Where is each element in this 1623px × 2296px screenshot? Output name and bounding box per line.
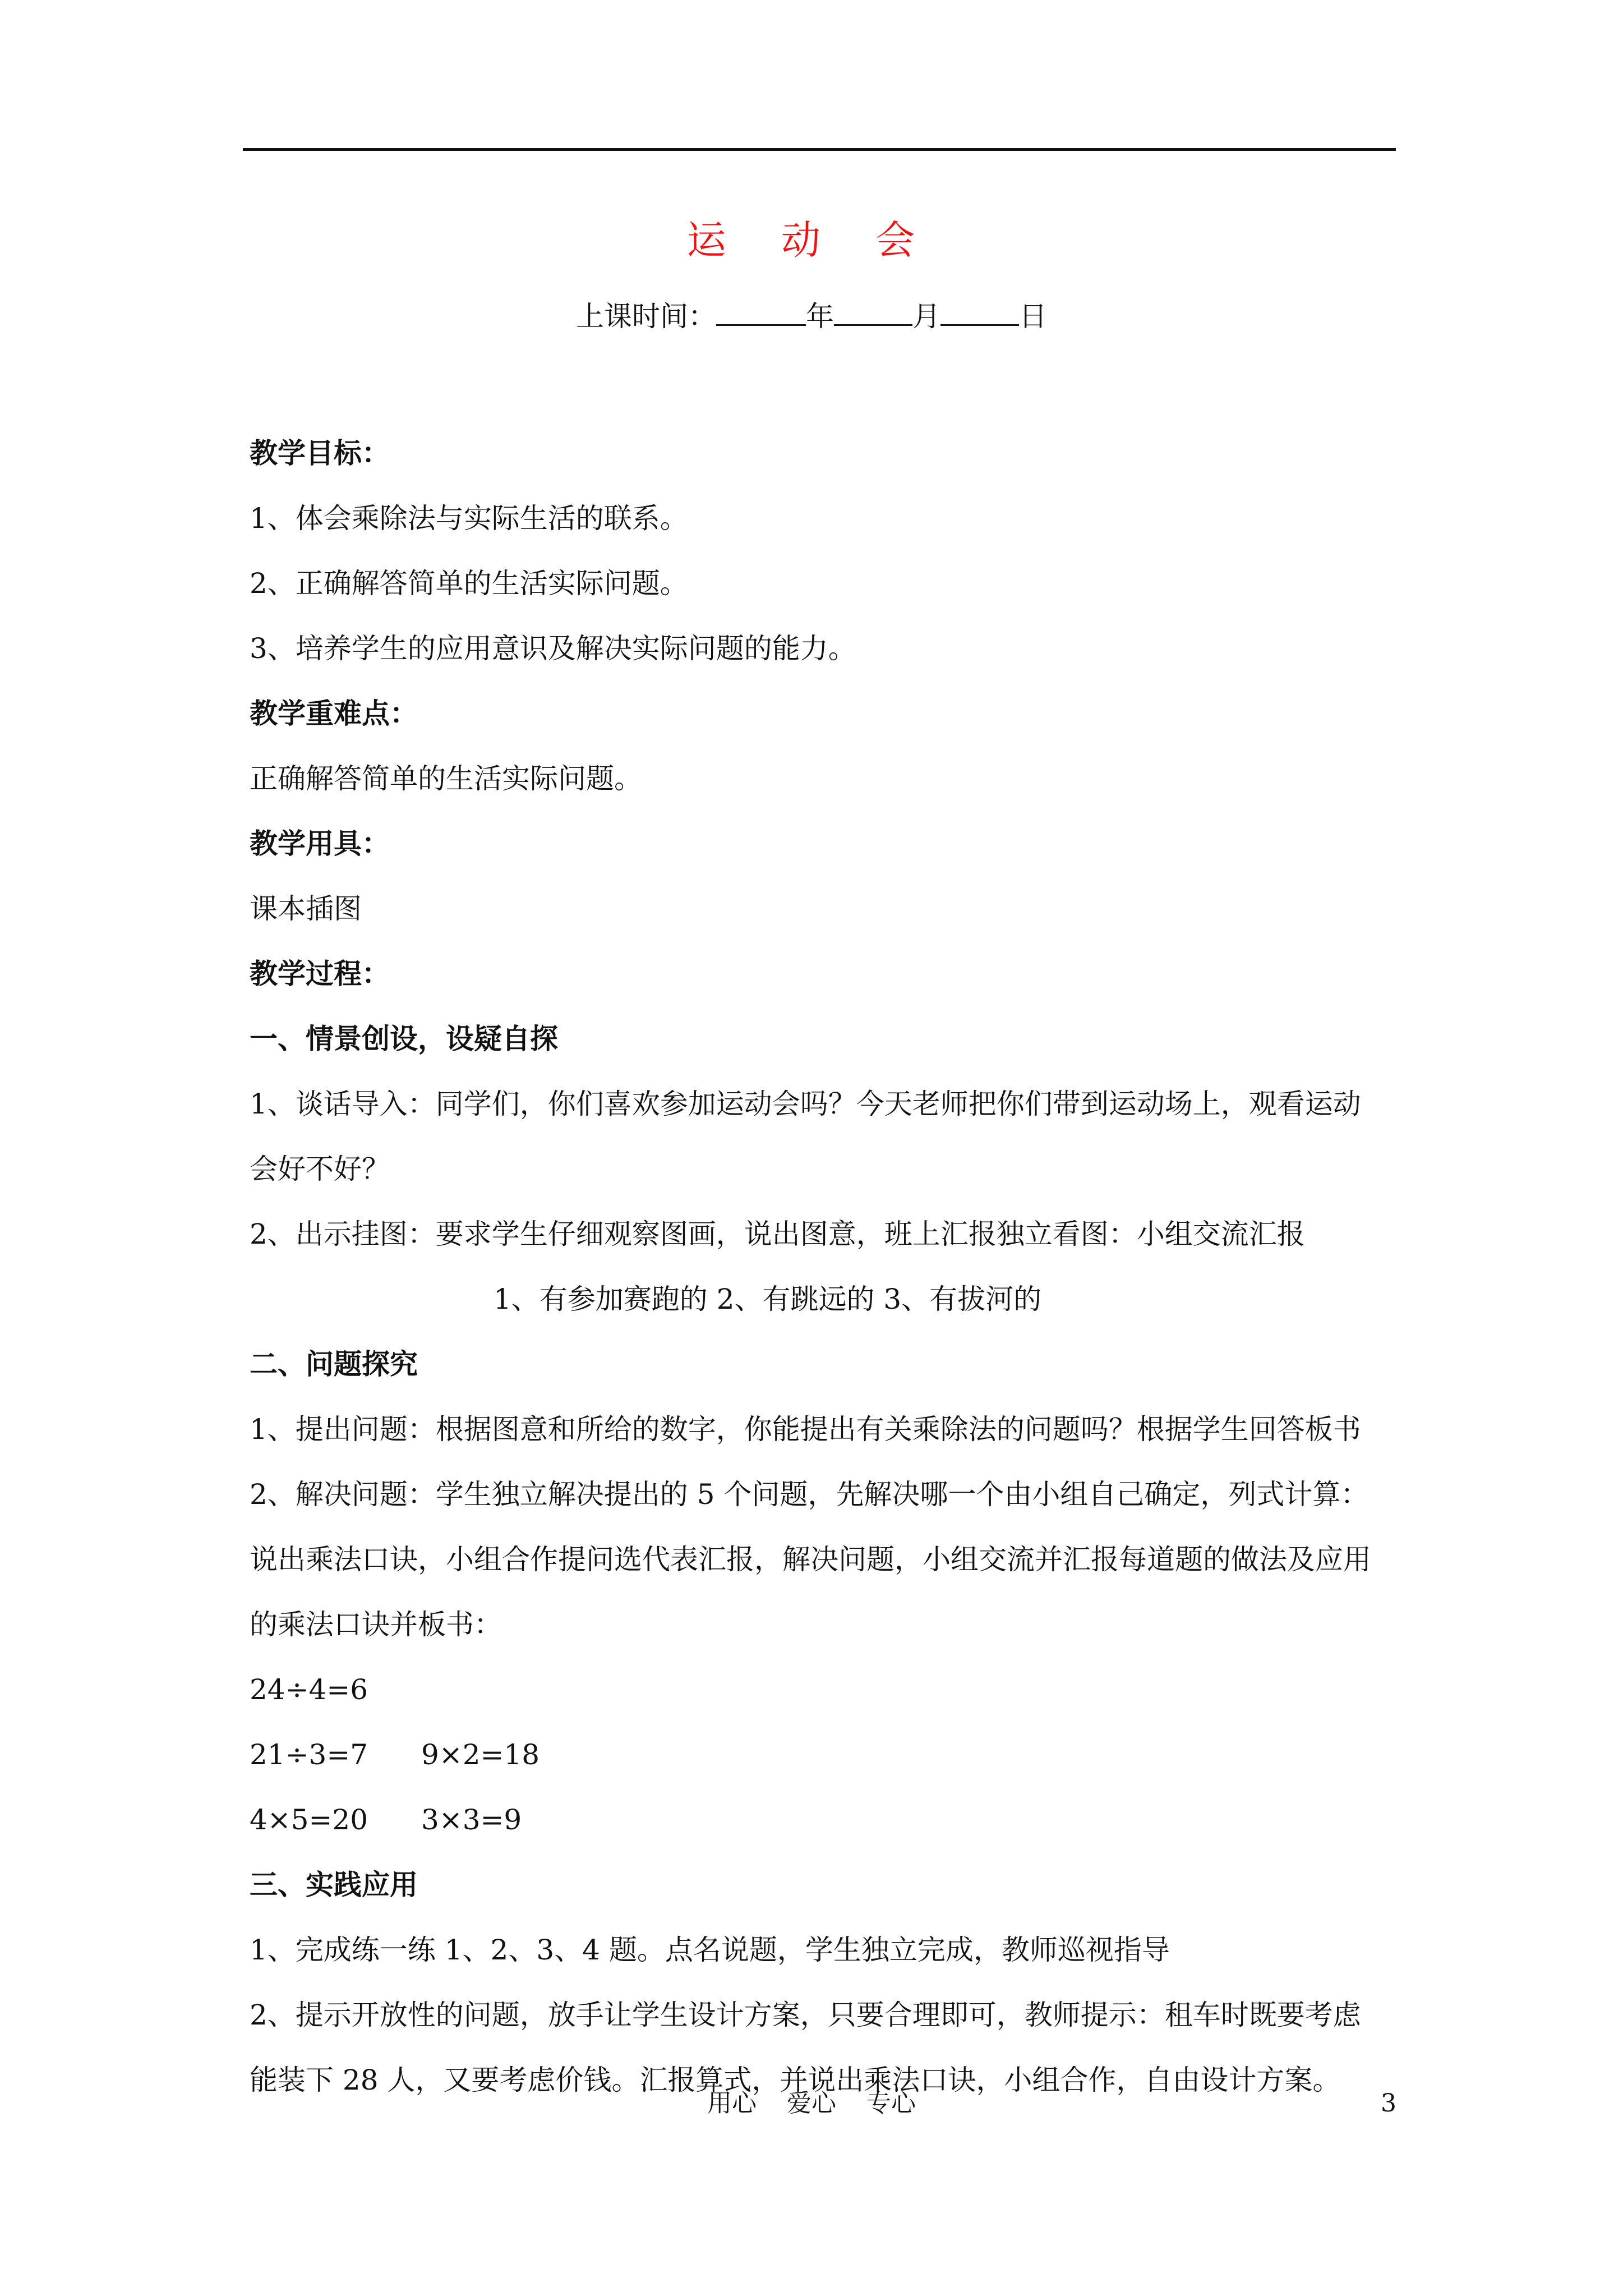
part3-line: 2、提示开放性的问题，放手让学生设计方案，只要合理即可，教师提示：租车时既要考虑 xyxy=(250,1999,1361,2031)
part2-line: 的乘法口诀并板书： xyxy=(250,1608,502,1641)
part3-line: 能装下 28 人，又要考虑价钱。汇报算式，并说出乘法口诀，小组合作，自由设计方案。 xyxy=(250,2064,1341,2096)
equation: 24÷4=6 xyxy=(250,1673,368,1706)
keypoints-heading: 教学重难点： xyxy=(250,697,418,730)
year-blank xyxy=(716,292,806,326)
year-label: 年 xyxy=(806,300,834,333)
page-title: 运 动 会 xyxy=(686,217,937,263)
process-heading: 教学过程： xyxy=(250,957,390,990)
part3-line: 1、完成练一练 1、2、3、4 题。点名说题，学生独立完成，教师巡视指导 xyxy=(250,1934,1170,1966)
part3-heading: 三、实践应用 xyxy=(250,1868,418,1901)
class-time-label: 上课时间： xyxy=(576,300,716,333)
goals-heading: 教学目标： xyxy=(250,436,390,470)
goal-item: 1、体会乘除法与实际生活的联系。 xyxy=(250,502,688,535)
header-rule xyxy=(243,148,1396,151)
tools-heading: 教学用具： xyxy=(250,827,390,860)
part2-line: 说出乘法口诀，小组合作提问选代表汇报，解决问题，小组交流并汇报每道题的做法及应用 xyxy=(250,1543,1371,1576)
equation-row xyxy=(250,1657,1399,1722)
part1-indented-line: 1、有参加赛跑的 2、有跳远的 3、有拔河的 xyxy=(494,1283,1042,1315)
day-label: 日 xyxy=(1019,300,1047,333)
equation: 3×3=9 xyxy=(421,1803,522,1836)
goal-item: 3、培养学生的应用意识及解决实际问题的能力。 xyxy=(250,632,856,665)
part1-line: 会好不好？ xyxy=(250,1153,390,1185)
part2-heading: 二、问题探究 xyxy=(250,1347,418,1381)
equation: 4×5=20 xyxy=(250,1803,368,1836)
page-footer: 用心 爱心 专心 xyxy=(707,2089,916,2118)
equation: 9×2=18 xyxy=(421,1738,540,1771)
day-blank xyxy=(940,292,1019,326)
equation: 21÷3=7 xyxy=(250,1738,368,1771)
equation-row xyxy=(250,1787,1399,1852)
document-body xyxy=(250,421,1399,2113)
month-blank xyxy=(834,292,912,326)
tools-text: 课本插图 xyxy=(250,892,362,925)
month-label: 月 xyxy=(912,300,940,333)
part1-line: 1、谈话导入：同学们，你们喜欢参加运动会吗？今天老师把你们带到运动场上，观看运动 xyxy=(250,1088,1361,1120)
equation-row xyxy=(250,1722,1399,1787)
part2-line: 1、提出问题：根据图意和所给的数字，你能提出有关乘除法的问题吗？根据学生回答板书 xyxy=(250,1413,1361,1446)
keypoints-text: 正确解答简单的生活实际问题。 xyxy=(250,762,642,795)
page-number: 3 xyxy=(1381,2089,1396,2118)
part2-line: 2、解决问题：学生独立解决提出的 5 个问题，先解决哪一个由小组自己确定，列式计算： xyxy=(250,1478,1369,1511)
part1-heading: 一、情景创设，设疑自探 xyxy=(250,1022,558,1055)
part1-line: 2、出示挂图：要求学生仔细观察图画，说出图意，班上汇报独立看图：小组交流汇报 xyxy=(250,1218,1305,1250)
class-time-line xyxy=(0,292,1623,339)
goal-item: 2、正确解答简单的生活实际问题。 xyxy=(250,567,688,600)
